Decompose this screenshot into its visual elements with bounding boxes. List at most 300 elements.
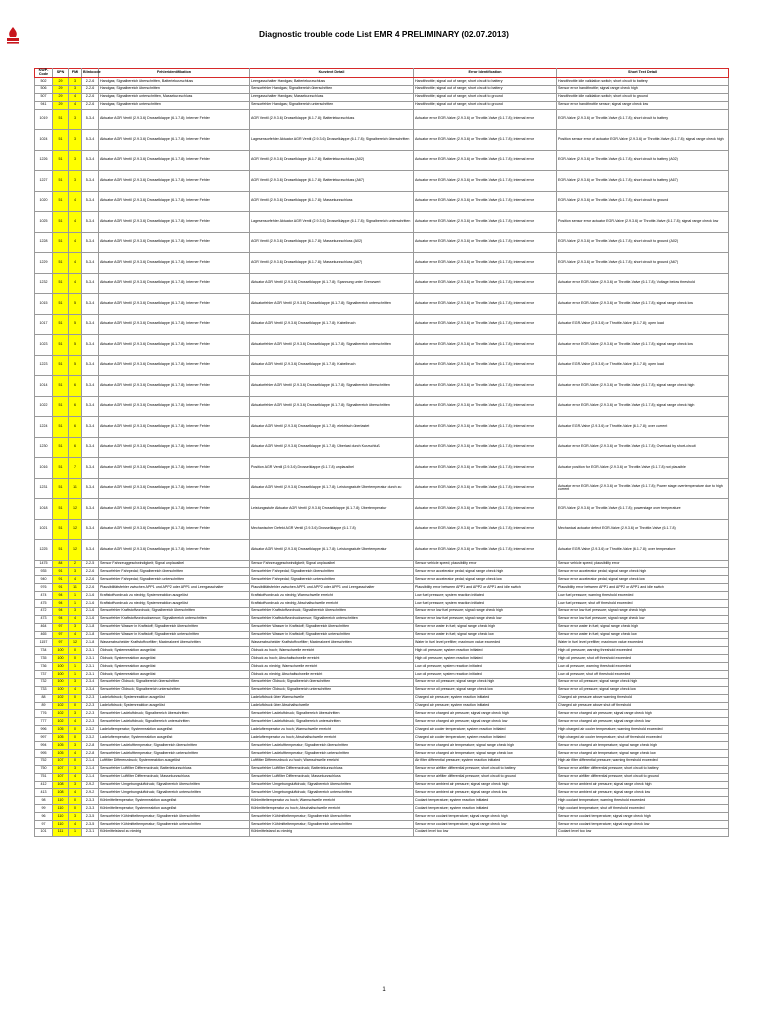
error-identification-cell: Actuator error EGR-Valve (2.9.3.6) or Throttle-Valve (6.1.7.8); internal error: [414, 130, 557, 151]
table-row: [35, 130, 729, 151]
fmi-cell: 1: [69, 592, 82, 600]
short-text-detail-cell: Actuator EGR-Valve (2.9.3.6) or Throttle-Valve (6.1.7.8); open load: [557, 314, 729, 335]
blinkcode-cell: 5-3-4: [82, 171, 99, 192]
error-identification-cell: Sensor error low fuel pressure; signal range check high: [414, 607, 557, 615]
fehleridentifikation-cell: Aktuator AGR Ventil (2.9.3.6) Drosselklappe (6.1.7.8); Interner Fehler: [99, 273, 250, 294]
fmi-cell: 4: [69, 789, 82, 797]
blinkcode-cell: 2-2-3: [82, 710, 99, 718]
table-row: [35, 694, 729, 702]
table-row: [35, 335, 729, 356]
spn-cell: 51: [53, 273, 69, 294]
blinkcode-cell: 5-3-4: [82, 396, 99, 417]
table-row: [35, 560, 729, 568]
column-header-fehleridentifikation: Fehleridentifikation: [99, 69, 250, 78]
spn-cell: 51: [53, 519, 69, 540]
spn-cell: 51: [53, 109, 69, 130]
short-text-detail-cell: Sensor error water in fuel; signal range check high: [557, 623, 729, 631]
kwp-code-cell: 997: [35, 734, 53, 742]
spn-cell: 94: [53, 615, 69, 623]
spn-cell: 100: [53, 686, 69, 694]
kurztext-detail-cell: Aktuatorfehler AGR Ventil (2.9.3.6) Drosselklappe (6.1.7.8); Signalbereich überschritten: [250, 396, 414, 417]
spn-cell: 29: [53, 78, 69, 86]
table-row: [35, 499, 729, 520]
kwp-code-cell: 1224: [35, 417, 53, 438]
blinkcode-cell: 5-3-4: [82, 540, 99, 561]
blinkcode-cell: 5-3-4: [82, 212, 99, 233]
kwp-code-cell: 776: [35, 710, 53, 718]
kwp-code-cell: 472: [35, 607, 53, 615]
spn-cell: 51: [53, 458, 69, 479]
error-identification-cell: Actuator error EGR-Valve (2.9.3.6) or Throttle-Valve (6.1.7.8); internal error: [414, 273, 557, 294]
error-identification-cell: Sensor error ambient air pressure; signal range check high: [414, 781, 557, 789]
error-identification-cell: Handthrottle; signal out of range; short circuit to ground: [414, 101, 557, 109]
kwp-code-cell: 737: [35, 671, 53, 679]
spn-cell: 105: [53, 734, 69, 742]
fmi-cell: 4: [69, 253, 82, 274]
error-identification-cell: Sensor error charged air temperature; signal range check high: [414, 742, 557, 750]
fmi-cell: 12: [69, 499, 82, 520]
kwp-code-cell: 1228: [35, 232, 53, 253]
error-identification-cell: Charged air cooler temperature; system reaction initiated: [414, 726, 557, 734]
kwp-code-cell: 98: [35, 797, 53, 805]
fehleridentifikation-cell: Aktuator AGR Ventil (2.9.3.6) Drosselklappe (6.1.7.8); Interner Fehler: [99, 540, 250, 561]
kwp-code-cell: 101: [35, 828, 53, 836]
fehleridentifikation-cell: Aktuator AGR Ventil (2.9.3.6) Drosselklappe (6.1.7.8); Interner Fehler: [99, 355, 250, 376]
blinkcode-cell: 5-3-4: [82, 335, 99, 356]
error-identification-cell: Sensor vehicle speed; plausibility error: [414, 560, 557, 568]
kwp-code-cell: 506: [35, 85, 53, 93]
column-header-short-text-detail: Short Text Detail: [557, 69, 729, 78]
blinkcode-cell: 2-3-1: [82, 671, 99, 679]
kurztext-detail-cell: Luftfilter Differenzdruck zu hoch; Warnschwelle erreicht: [250, 757, 414, 765]
fehleridentifikation-cell: Aktuator AGR Ventil (2.9.3.6) Drosselklappe (6.1.7.8); Interner Fehler: [99, 437, 250, 458]
fmi-cell: 6: [69, 437, 82, 458]
error-identification-cell: Sensor error charged air pressure; signal range check high: [414, 710, 557, 718]
kwp-code-cell: 1157: [35, 639, 53, 647]
fmi-cell: 4: [69, 631, 82, 639]
table-row: [35, 600, 729, 608]
kwp-code-cell: 413: [35, 789, 53, 797]
fehleridentifikation-cell: Sensorfehler Ladelufttemperatur; Signalbereich überschritten: [99, 742, 250, 750]
error-identification-cell: Actuator error EGR-Valve (2.9.3.6) or Throttle-Valve (6.1.7.8); internal error: [414, 396, 557, 417]
fehleridentifikation-cell: Sensorfehler Fahrpedal; Signalbereich überschritten: [99, 568, 250, 576]
blinkcode-cell: 2-3-3: [82, 805, 99, 813]
short-text-detail-cell: Charged air pressure above warning threshold: [557, 694, 729, 702]
fmi-cell: 1: [69, 600, 82, 608]
blinkcode-cell: 2-9-2: [82, 789, 99, 797]
spn-cell: 107: [53, 765, 69, 773]
fehleridentifikation-cell: Sensor Fahrzeuggeschwindigkeit; Signal unplausibel: [99, 560, 250, 568]
spn-cell: 91: [53, 576, 69, 584]
fmi-cell: 5: [69, 294, 82, 315]
short-text-detail-cell: Actuator error EGR-Valve (2.9.3.6) or Throttle-Valve (6.1.7.8); Voltage below threshold: [557, 273, 729, 294]
fehleridentifikation-cell: Sensorfehler Öldruck; Signalbereich unterschritten: [99, 686, 250, 694]
kurztext-detail-cell: Kraftstoffvordruck zu niedrig; Warnschwelle erreicht: [250, 592, 414, 600]
fehleridentifikation-cell: Öldruck; Systemreaktion ausgelöst: [99, 655, 250, 663]
table-row: [35, 678, 729, 686]
table-row: [35, 710, 729, 718]
spn-cell: 51: [53, 130, 69, 151]
kurztext-detail-cell: Sensorfehler Wasser in Kraftstoff; Signalbereich überschritten: [250, 623, 414, 631]
table-row: [35, 109, 729, 130]
short-text-detail-cell: Actuator error EGR-Valve (2.9.3.6) or Throttle-Valve (6.1.7.8); signal range check low: [557, 335, 729, 356]
kurztext-detail-cell: Sensor Fahrzeuggeschwindigkeit; Signal unplausibel: [250, 560, 414, 568]
fmi-cell: 6: [69, 376, 82, 397]
kwp-code-cell: 475: [35, 600, 53, 608]
error-identification-cell: Sensor error oil pressure; signal range check low: [414, 686, 557, 694]
table-body: [35, 78, 729, 837]
short-text-detail-cell: EGR-Valve (2.9.3.6) or Throttle-Valve (6.1.7.8); short circuit to ground (A67): [557, 253, 729, 274]
kwp-code-cell: 88: [35, 694, 53, 702]
kurztext-detail-cell: Sensorfehler Handgas; Signalbereich unterschritten: [250, 101, 414, 109]
blinkcode-cell: 2-3-3: [82, 797, 99, 805]
short-text-detail-cell: Plausibility error between APP1 and APP2 or APP1 and idle switch: [557, 584, 729, 592]
spn-cell: 51: [53, 499, 69, 520]
fehleridentifikation-cell: Sensorfehler Luftfilter Differenzdruck; Batteriekurzschluss: [99, 765, 250, 773]
fmi-cell: 3: [69, 150, 82, 171]
fehleridentifikation-cell: Aktuator AGR Ventil (2.9.3.6) Drosselklappe (6.1.7.8); Interner Fehler: [99, 130, 250, 151]
blinkcode-cell: 2-3-1: [82, 663, 99, 671]
error-identification-cell: Actuator error EGR-Valve (2.9.3.6) or Throttle-Valve (6.1.7.8); internal error: [414, 519, 557, 540]
kurztext-detail-cell: Sensorfehler Fahrpedal; Signalbereich unterschritten: [250, 576, 414, 584]
short-text-detail-cell: Actuator position for EGR-Valve (2.9.3.6) or Throttle-Valve (6.1.7.8) not plausible: [557, 458, 729, 479]
kurztext-detail-cell: Sensorfehler Kraftstoffvordrucksensor; Signalbereich unterschritten: [250, 615, 414, 623]
short-text-detail-cell: Charged air pressure above shut off threshold: [557, 702, 729, 710]
short-text-detail-cell: Sensor error handthrottle sensor; signal range check low: [557, 101, 729, 109]
table-row: [35, 592, 729, 600]
error-identification-cell: Actuator error EGR-Valve (2.9.3.6) or Throttle-Valve (6.1.7.8); internal error: [414, 294, 557, 315]
kurztext-detail-cell: Sensorfehler Fahrpedal; Signalbereich überschritten: [250, 568, 414, 576]
kurztext-detail-cell: Kühlmitteltemperatur zu hoch; Warnschwelle erreicht: [250, 797, 414, 805]
short-text-detail-cell: Actuator error EGR-Valve (2.9.3.6) or Throttle-Valve (6.1.7.8); Overload by short-circuit: [557, 437, 729, 458]
spn-cell: 102: [53, 694, 69, 702]
short-text-detail-cell: Water in fuel level prefilter; maximum value exceeded: [557, 639, 729, 647]
table-row: [35, 639, 729, 647]
blinkcode-cell: 2-2-8: [82, 742, 99, 750]
fehleridentifikation-cell: Plausibilitätsfehler zwischen APP1 und APP2 oder APP1 und Leergasschalter: [99, 584, 250, 592]
spn-cell: 110: [53, 813, 69, 821]
spn-cell: 51: [53, 314, 69, 335]
error-identification-cell: Low fuel pressure; system reaction initiated: [414, 600, 557, 608]
kurztext-detail-cell: Aktuator AGR Ventil (2.9.3.6) Drosselklappe (6.1.7.8); Kabelbruch: [250, 314, 414, 335]
error-identification-cell: Charged air pressure; system reaction initiated: [414, 702, 557, 710]
spn-cell: 110: [53, 797, 69, 805]
kwp-code-cell: 1017: [35, 314, 53, 335]
table-row: [35, 647, 729, 655]
spn-cell: 102: [53, 702, 69, 710]
kurztext-detail-cell: Aktuator AGR Ventil (2.9.3.6) Drosselklappe (6.1.7.8); elektrisch überlastet: [250, 417, 414, 438]
fmi-cell: 4: [69, 101, 82, 109]
short-text-detail-cell: High oil pressure; warning threshold exceeded: [557, 647, 729, 655]
table-row: [35, 78, 729, 86]
short-text-detail-cell: Sensor error charged air temperature; signal range check high: [557, 742, 729, 750]
table-row: [35, 355, 729, 376]
blinkcode-cell: 5-3-4: [82, 355, 99, 376]
fehleridentifikation-cell: Aktuator AGR Ventil (2.9.3.6) Drosselklappe (6.1.7.8); Interner Fehler: [99, 314, 250, 335]
short-text-detail-cell: EGR-Valve (2.9.3.6) or Throttle-Valve (6.1.7.8); short circuit to ground: [557, 191, 729, 212]
kurztext-detail-cell: Ladeluftemperatur zu hoch; Warnschwelle erreicht: [250, 726, 414, 734]
kurztext-detail-cell: Sensorfehler Ladelufttemperatur; Signalbereich unterschritten: [250, 749, 414, 757]
fehleridentifikation-cell: Sensorfehler Kraftstoffvordruck; Signalbereich überschritten: [99, 607, 250, 615]
blinkcode-cell: 2-1-8: [82, 639, 99, 647]
kwp-code-cell: 752: [35, 757, 53, 765]
fmi-cell: 0: [69, 805, 82, 813]
table-row: [35, 797, 729, 805]
logo-wordmark-bar: [7, 42, 19, 44]
error-identification-cell: Charged air cooler temperature; system reaction initiated: [414, 734, 557, 742]
kwp-code-cell: 777: [35, 718, 53, 726]
fehleridentifikation-cell: Sensorfehler Umgebungsluftdruck; Signalbereich unterschritten: [99, 789, 250, 797]
blinkcode-cell: 2-3-2: [82, 734, 99, 742]
kurztext-detail-cell: Aktuatorfehler AGR Ventil (2.9.3.6) Drosselklappe (6.1.7.8); Signalbereich unterschritten: [250, 335, 414, 356]
short-text-detail-cell: Actuator EGR-Valve (2.9.3.6) or Throttle-Valve (6.1.7.8); over current: [557, 417, 729, 438]
short-text-detail-cell: Sensor error accelerator pedal; signal range check high: [557, 568, 729, 576]
fehleridentifikation-cell: Handgas; Signalbereich unterschritten, Massekurzschluss: [99, 93, 250, 101]
kurztext-detail-cell: Sensorfehler Kühlmitteltemperatur; Signalbereich unterschritten: [250, 820, 414, 828]
kwp-code-cell: 1025: [35, 212, 53, 233]
fmi-cell: 4: [69, 212, 82, 233]
fmi-cell: 0: [69, 734, 82, 742]
kwp-code-cell: 465: [35, 631, 53, 639]
column-header-fmi: FMI: [69, 69, 82, 78]
spn-cell: 94: [53, 600, 69, 608]
short-text-detail-cell: Low fuel pressure; warning threshold exceeded: [557, 592, 729, 600]
table-row: [35, 813, 729, 821]
short-text-detail-cell: Sensor error ambient air pressure; signal range check high: [557, 781, 729, 789]
kwp-code-cell: 1227: [35, 171, 53, 192]
fmi-cell: 0: [69, 757, 82, 765]
table-row: [35, 757, 729, 765]
kwp-code-cell: 97: [35, 820, 53, 828]
kurztext-detail-cell: AGR Ventil (2.9.3.6) Drosselklappe (6.1.7.8); Batteriekurzschluss (A67): [250, 171, 414, 192]
spn-cell: 105: [53, 726, 69, 734]
spn-cell: 91: [53, 568, 69, 576]
kwp-code-cell: 1225: [35, 540, 53, 561]
blinkcode-cell: 5-3-4: [82, 458, 99, 479]
error-identification-cell: Actuator error EGR-Valve (2.9.3.6) or Throttle-Valve (6.1.7.8); internal error: [414, 314, 557, 335]
fehleridentifikation-cell: Aktuator AGR Ventil (2.9.3.6) Drosselklappe (6.1.7.8); Interner Fehler: [99, 519, 250, 540]
blinkcode-cell: 5-3-4: [82, 519, 99, 540]
kwp-code-cell: 1231: [35, 478, 53, 499]
kwp-code-cell: 1230: [35, 437, 53, 458]
document-title: Diagnostic trouble code List EMR 4 PRELIMINARY (02.07.2013): [259, 29, 509, 39]
table-row: [35, 478, 729, 499]
fmi-cell: 1: [69, 671, 82, 679]
fehleridentifikation-cell: Öldruck; Systemreaktion ausgelöst: [99, 647, 250, 655]
spn-cell: 107: [53, 757, 69, 765]
kwp-code-cell: 473: [35, 615, 53, 623]
error-identification-cell: High oil pressure; system reaction initiated: [414, 647, 557, 655]
table-row: [35, 101, 729, 109]
blinkcode-cell: 2-1-4: [82, 765, 99, 773]
error-identification-cell: High oil pressure; system reaction initiated: [414, 655, 557, 663]
kurztext-detail-cell: Sensorfehler Ladeluftdruck; Signalbereich überschritten: [250, 710, 414, 718]
fmi-cell: 11: [69, 478, 82, 499]
error-identification-cell: Sensor error coolant temperature; signal range check low: [414, 820, 557, 828]
table-row: [35, 417, 729, 438]
fehleridentifikation-cell: Aktuator AGR Ventil (2.9.3.6) Drosselklappe (6.1.7.8); Interner Fehler: [99, 191, 250, 212]
table-row: [35, 396, 729, 417]
blinkcode-cell: 5-3-4: [82, 294, 99, 315]
blinkcode-cell: 2-2-6: [82, 576, 99, 584]
short-text-detail-cell: Sensor error charged air pressure; signal range check high: [557, 710, 729, 718]
short-text-detail-cell: Actuator EGR-Valve (2.9.3.6) or Throttle-Valve (6.1.7.8); open load: [557, 355, 729, 376]
spn-cell: 51: [53, 191, 69, 212]
fehleridentifikation-cell: Handgas; Signalbereich überschritten, Batteriekurzschluss: [99, 78, 250, 86]
fmi-cell: 4: [69, 191, 82, 212]
short-text-detail-cell: Sensor error oil pressure; signal range check low: [557, 686, 729, 694]
error-identification-cell: Actuator error EGR-Valve (2.9.3.6) or Throttle-Valve (6.1.7.8); internal error: [414, 253, 557, 274]
table-row: [35, 734, 729, 742]
kurztext-detail-cell: Position AGR Ventil (2.9.3.6) Drosselklappe (6.1.7.8) unplausibel: [250, 458, 414, 479]
short-text-detail-cell: Sensor error airfilter differential pressure; short circuit to ground: [557, 773, 729, 781]
kurztext-detail-cell: Kühlmittelstand zu niedrig: [250, 828, 414, 836]
kwp-code-cell: 941: [35, 101, 53, 109]
short-text-detail-cell: Low oil pressure; shut off threshold exceeded: [557, 671, 729, 679]
error-identification-cell: Handthrottle; signal out of range; short circuit to battery: [414, 85, 557, 93]
spn-cell: 29: [53, 93, 69, 101]
kurztext-detail-cell: Aktuator AGR Ventil (2.9.3.6) Drosselklappe (6.1.7.8); Leistungsstufe Übertemperatur: [250, 540, 414, 561]
fehleridentifikation-cell: Öldruck; Systemreaktion ausgelöst: [99, 663, 250, 671]
blinkcode-cell: 2-2-8: [82, 749, 99, 757]
spn-cell: 94: [53, 592, 69, 600]
kurztext-detail-cell: Sensorfehler Handgas; Signalbereich überschritten: [250, 85, 414, 93]
table-row: [35, 212, 729, 233]
error-identification-cell: Sensor error low fuel pressure; signal range check low: [414, 615, 557, 623]
spn-cell: 51: [53, 355, 69, 376]
blinkcode-cell: 2-1-4: [82, 773, 99, 781]
kurztext-detail-cell: Lagesensorfehler Aktuator AGR Ventil (2.9.3.6) Drosselklappe (6.1.7.8); Signalbereich überschritten: [250, 130, 414, 151]
short-text-detail-cell: Sensor error accelerator pedal; signal range check low: [557, 576, 729, 584]
fmi-cell: 3: [69, 78, 82, 86]
spn-cell: 51: [53, 437, 69, 458]
error-identification-cell: Low fuel pressure; system reaction initiated: [414, 592, 557, 600]
fehleridentifikation-cell: Sensorfehler Kühlmitteltemperatur; Signalbereich überschritten: [99, 813, 250, 821]
short-text-detail-cell: EGR-Valve (2.9.3.6) or Throttle-Valve (6.1.7.8); short circuit to battery (A67): [557, 171, 729, 192]
error-identification-cell: Actuator error EGR-Valve (2.9.3.6) or Throttle-Valve (6.1.7.8); internal error: [414, 417, 557, 438]
blinkcode-cell: 2-1-6: [82, 615, 99, 623]
spn-cell: 51: [53, 376, 69, 397]
spn-cell: 108: [53, 789, 69, 797]
error-identification-cell: Actuator error EGR-Valve (2.9.3.6) or Throttle-Valve (6.1.7.8); internal error: [414, 540, 557, 561]
fehleridentifikation-cell: Aktuator AGR Ventil (2.9.3.6) Drosselklappe (6.1.7.8); Interner Fehler: [99, 150, 250, 171]
fmi-cell: 4: [69, 773, 82, 781]
kwp-code-cell: 732: [35, 678, 53, 686]
fmi-cell: 1: [69, 828, 82, 836]
fehleridentifikation-cell: Sensorfehler Ladeluftdruck; Signalbereich unterschritten: [99, 718, 250, 726]
spn-cell: 100: [53, 663, 69, 671]
short-text-detail-cell: EGR-Valve (2.9.3.6) or Throttle-Valve (6.1.7.8); short circuit to battery: [557, 109, 729, 130]
error-identification-cell: Actuator error EGR-Valve (2.9.3.6) or Throttle-Valve (6.1.7.8); internal error: [414, 191, 557, 212]
spn-cell: 51: [53, 253, 69, 274]
error-identification-cell: Low oil pressure; system reaction initiated: [414, 671, 557, 679]
kwp-code-cell: 935: [35, 568, 53, 576]
error-identification-cell: Sensor error ambient air pressure; signal range check low: [414, 789, 557, 797]
blinkcode-cell: 5-3-4: [82, 417, 99, 438]
fmi-cell: 4: [69, 273, 82, 294]
fehleridentifikation-cell: Aktuator AGR Ventil (2.9.3.6) Drosselklappe (6.1.7.8); Interner Fehler: [99, 478, 250, 499]
fmi-cell: 3: [69, 710, 82, 718]
error-identification-cell: Sensor error coolant temperature; signal range check high: [414, 813, 557, 821]
kwp-code-cell: 1226: [35, 150, 53, 171]
table-row: [35, 458, 729, 479]
short-text-detail-cell: Actuator error EGR-Valve (2.9.3.6) or Throttle-Valve (6.1.7.8); signal range check high: [557, 396, 729, 417]
error-identification-cell: Water in fuel level prefilter; maximum value exceeded: [414, 639, 557, 647]
spn-cell: 94: [53, 607, 69, 615]
kwp-code-cell: 1014: [35, 376, 53, 397]
fehleridentifikation-cell: Aktuator AGR Ventil (2.9.3.6) Drosselklappe (6.1.7.8); Interner Fehler: [99, 499, 250, 520]
kwp-code-cell: 736: [35, 663, 53, 671]
table-row: [35, 232, 729, 253]
kurztext-detail-cell: Öldruck zu hoch; Abschaltschwelle erreicht: [250, 655, 414, 663]
column-header-kurztext-detail: Kurztext Detail: [250, 69, 414, 78]
fmi-cell: 3: [69, 568, 82, 576]
blinkcode-cell: 5-3-4: [82, 437, 99, 458]
fehleridentifikation-cell: Sensorfehler Wasser in Kraftstoff; Signalbereich unterschritten: [99, 631, 250, 639]
fehleridentifikation-cell: Öldruck; Systemreaktion ausgelöst: [99, 671, 250, 679]
kwp-code-cell: 1016: [35, 458, 53, 479]
kwp-code-cell: 96: [35, 813, 53, 821]
short-text-detail-cell: EGR-Valve (2.9.3.6) or Throttle-Valve (6.1.7.8); powerstage over temperature: [557, 499, 729, 520]
error-identification-cell: Actuator error EGR-Valve (2.9.3.6) or Throttle-Valve (6.1.7.8); internal error: [414, 437, 557, 458]
fehleridentifikation-cell: Kühlmittelstand zu niedrig: [99, 828, 250, 836]
fmi-cell: 1: [69, 663, 82, 671]
spn-cell: 51: [53, 396, 69, 417]
fmi-cell: 3: [69, 765, 82, 773]
fehleridentifikation-cell: Aktuator AGR Ventil (2.9.3.6) Drosselklappe (6.1.7.8); Interner Fehler: [99, 212, 250, 233]
short-text-detail-cell: Sensor error handthrottle; signal range check high: [557, 85, 729, 93]
kwp-code-cell: 507: [35, 93, 53, 101]
error-identification-cell: Actuator error EGR-Valve (2.9.3.6) or Throttle-Valve (6.1.7.8); internal error: [414, 212, 557, 233]
fmi-cell: 4: [69, 615, 82, 623]
fmi-cell: 3: [69, 742, 82, 750]
spn-cell: 91: [53, 584, 69, 592]
fehleridentifikation-cell: Aktuator AGR Ventil (2.9.3.6) Drosselklappe (6.1.7.8); Interner Fehler: [99, 294, 250, 315]
error-identification-cell: Sensor error accelerator pedal; signal range check high: [414, 568, 557, 576]
kurztext-detail-cell: Aktuator AGR Ventil (2.9.3.6) Drosselklappe (6.1.7.8); Spannung unter Grenzwert: [250, 273, 414, 294]
blinkcode-cell: 5-3-4: [82, 191, 99, 212]
kurztext-detail-cell: Sensorfehler Luftfilter Differenzdruck; Massekurzschluss: [250, 773, 414, 781]
kwp-code-cell: 412: [35, 781, 53, 789]
table-row: [35, 294, 729, 315]
short-text-detail-cell: Sensor error coolant temperature; signal range check high: [557, 813, 729, 821]
fmi-cell: 4: [69, 93, 82, 101]
fmi-cell: 3: [69, 85, 82, 93]
kurztext-detail-cell: Aktuator AGR Ventil (2.9.3.6) Drosselklappe (6.1.7.8); Leistungsstufe Übertemperatur durch zu: [250, 478, 414, 499]
kwp-code-cell: 1019: [35, 109, 53, 130]
blinkcode-cell: 2-2-5: [82, 560, 99, 568]
kurztext-detail-cell: Sensorfehler Umgebungsluftdruck; Signalbereich unterschritten: [250, 789, 414, 797]
kwp-code-cell: 502: [35, 78, 53, 86]
table-header-row: [35, 69, 729, 78]
page-number: 1: [382, 987, 386, 993]
kurztext-detail-cell: Sensorfehler Öldruck; Signalbereich überschritten: [250, 678, 414, 686]
table-row: [35, 765, 729, 773]
table-row: [35, 607, 729, 615]
blinkcode-cell: 5-3-4: [82, 130, 99, 151]
kwp-code-cell: 735: [35, 655, 53, 663]
kwp-code-cell: 1018: [35, 499, 53, 520]
table-row: [35, 93, 729, 101]
short-text-detail-cell: Sensor error oil pressure; signal range check high: [557, 678, 729, 686]
kwp-code-cell: 99: [35, 805, 53, 813]
kwp-code-cell: 733: [35, 686, 53, 694]
spn-cell: 51: [53, 540, 69, 561]
short-text-detail-cell: Position sensor error actuator EGR-Valve (2.9.3.6) or Throttle-Valve (6.1.7.8); signal range check low: [557, 212, 729, 233]
error-identification-cell: Actuator error EGR-Valve (2.9.3.6) or Throttle-Valve (6.1.7.8); internal error: [414, 171, 557, 192]
kurztext-detail-cell: Ladeluftdruck über Abschaltschwelle: [250, 702, 414, 710]
table-row: [35, 828, 729, 836]
